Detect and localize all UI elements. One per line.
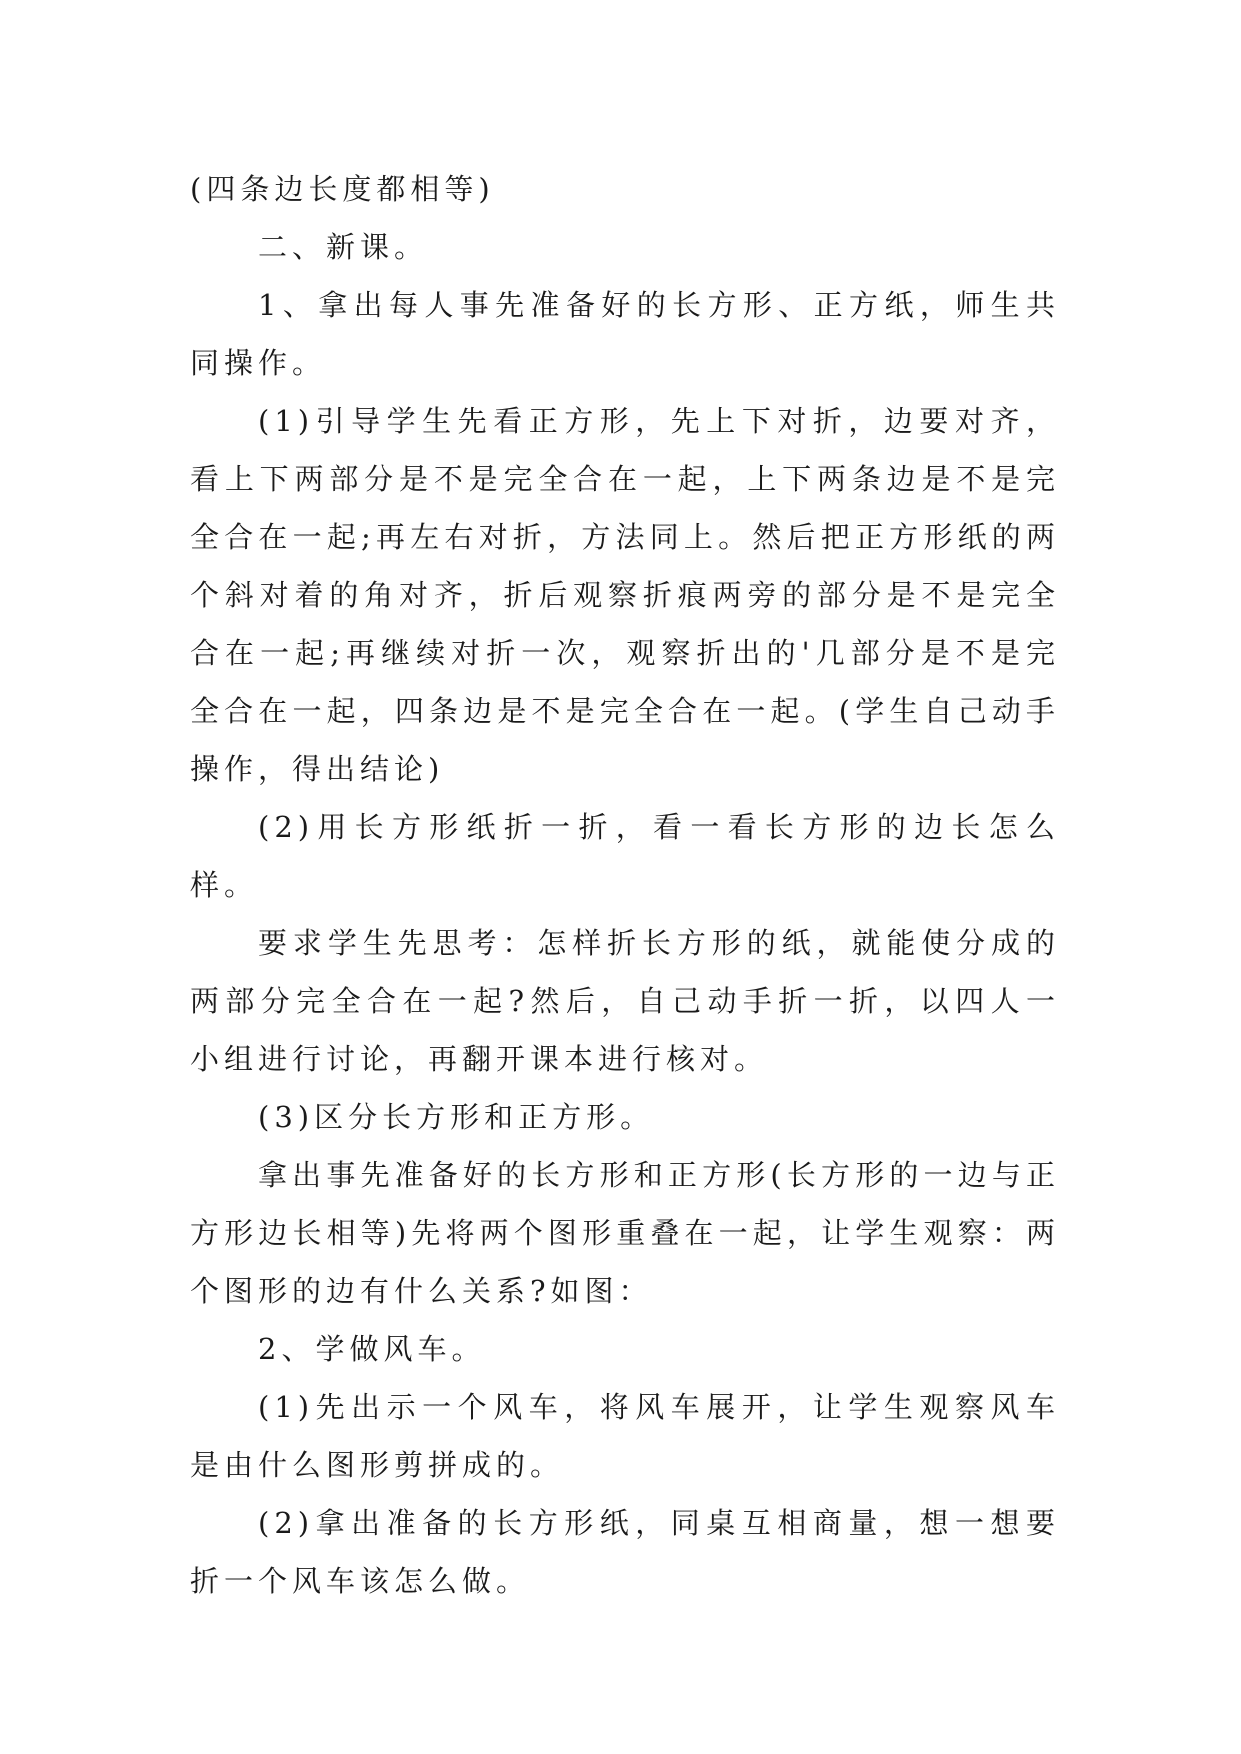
paragraph-new-lesson-heading: 二、新课。 [258,230,429,264]
paragraph-step-1-1: (1)引导学生先看正方形，先上下对折，边要对齐，看上下两部分是不是完全合在一起，上下两条边是不是完全合在一起;再左右对折，方法同上。然后把正方形纸的两个斜对着的角对齐，折后观察折痕两旁的部分是不是完全合在一起;再继续对折一次，观察折出的'几部分是不是完全合在一起，四条边是不是完全合在一起。(学生自己动手操作，得出结论) [190,404,1060,786]
paragraph-step-1-3: (3)区分长方形和正方形。 [258,1100,655,1134]
paragraph-step-1: 1、拿出每人事先准备好的长方形、正方纸，师生共同操作。 [190,288,1060,380]
paragraph-step-2-1: (1)先出示一个风车，将风车展开，让学生观察风车是由什么图形剪拼成的。 [190,1390,1060,1482]
paragraph-side-lengths-note: (四条边长度都相等) [190,172,495,206]
paragraph-requirement: 要求学生先思考：怎样折长方形的纸，就能使分成的两部分完全合在一起?然后，自己动手折一折，以四人一小组进行讨论，再翻开课本进行核对。 [190,926,1060,1076]
paragraph-step-2: 2、学做风车。 [258,1332,486,1366]
document-body [190,160,1060,1610]
paragraph-step-1-2: (2)用长方形纸折一折，看一看长方形的边长怎么样。 [190,810,1060,902]
paragraph-overlap-instruction: 拿出事先准备好的长方形和正方形(长方形的一边与正方形边长相等)先将两个图形重叠在一起，让学生观察：两个图形的边有什么关系?如图： [190,1158,1060,1308]
paragraph-step-2-2: (2)拿出准备的长方形纸，同桌互相商量，想一想要折一个风车该怎么做。 [190,1506,1060,1598]
